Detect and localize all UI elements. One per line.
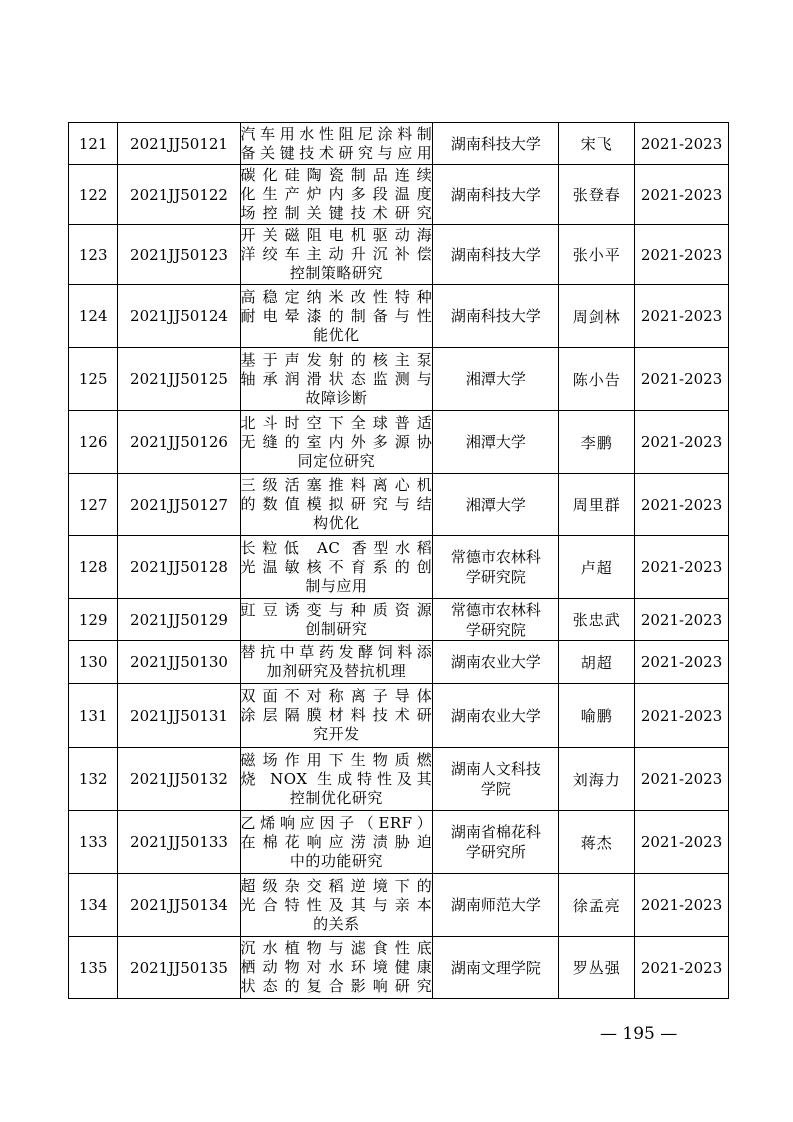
host-institution-line: 湖南科技大学: [450, 134, 541, 153]
project-code: 2021JJ50125: [118, 348, 240, 411]
project-title-line: 栖动物对水环境健康: [240, 958, 433, 976]
project-title-line: 场控制关键技术研究: [240, 204, 433, 222]
table-row: [69, 411, 729, 474]
principal-investigator: 胡超: [559, 641, 635, 684]
host-institution-line: 湖南文理学院: [450, 958, 541, 977]
project-period: 2021-2023: [635, 348, 729, 411]
principal-investigator: 周剑林: [559, 285, 635, 348]
project-title-line: 故障诊断: [305, 388, 368, 407]
project-title: [240, 165, 433, 225]
row-number: 121: [69, 123, 118, 165]
host-institution: [433, 474, 559, 536]
table-row: [69, 937, 729, 999]
principal-investigator: 宋飞: [559, 123, 635, 165]
principal-investigator: 陈小告: [559, 348, 635, 411]
principal-investigator: 徐孟亮: [559, 874, 635, 937]
project-title-line: 能优化: [313, 325, 360, 344]
project-code: 2021JJ50126: [118, 411, 240, 474]
host-institution-line: 湘潭大学: [465, 495, 526, 514]
project-period: 2021-2023: [635, 411, 729, 474]
host-institution-line: 湖南科技大学: [450, 307, 541, 325]
host-institution-line: 常德市农林科: [450, 600, 541, 619]
project-code: 2021JJ50133: [118, 811, 240, 874]
project-title: [240, 684, 433, 748]
row-number: 134: [69, 874, 118, 937]
host-institution-line: 湖南科技大学: [450, 245, 541, 264]
row-number: 135: [69, 937, 118, 999]
project-title-line: 光合特性及其与亲本: [240, 895, 433, 914]
project-title-line: 洋绞车主动升沉补偿: [240, 245, 433, 263]
table-row: [69, 874, 729, 937]
project-title-line: 究开发: [313, 725, 360, 743]
host-institution-line: 学研究所: [465, 843, 526, 861]
principal-investigator: 张登春: [559, 165, 635, 225]
table-row: [69, 285, 729, 348]
project-title-line: 替抗中草药发酵饲料添: [240, 643, 433, 661]
project-period: 2021-2023: [635, 874, 729, 937]
host-institution-line: 湖南农业大学: [450, 706, 541, 725]
table-row: [69, 165, 729, 225]
project-code: 2021JJ50132: [118, 748, 240, 811]
host-institution: [433, 599, 559, 641]
host-institution-line: 湘潭大学: [465, 433, 526, 451]
project-period: 2021-2023: [635, 165, 729, 225]
principal-investigator: 罗丛强: [559, 937, 635, 999]
project-title: [240, 811, 433, 874]
project-period: 2021-2023: [635, 599, 729, 641]
project-title-line: 的关系: [313, 914, 360, 933]
row-number: 123: [69, 225, 118, 285]
project-code: 2021JJ50123: [118, 225, 240, 285]
host-institution: [433, 165, 559, 225]
project-title: [240, 748, 433, 811]
project-title-line: 长粒低 AC 香型水稻: [240, 538, 433, 557]
row-number: 127: [69, 474, 118, 536]
host-institution-line: 学研究院: [465, 568, 526, 586]
host-institution-line: 湖南农业大学: [450, 653, 541, 671]
project-code: 2021JJ50131: [118, 684, 240, 748]
project-period: 2021-2023: [635, 748, 729, 811]
project-period: 2021-2023: [635, 684, 729, 748]
project-period: 2021-2023: [635, 285, 729, 348]
project-code: 2021JJ50124: [118, 285, 240, 348]
principal-investigator: 卢超: [559, 536, 635, 599]
project-title: [240, 536, 433, 599]
project-title-line: 乙烯响应因子（ERF）: [240, 813, 433, 832]
project-title-line: 沉水植物与滤食性底: [240, 939, 433, 957]
host-institution-line: 湖南人文科技: [450, 760, 541, 778]
project-title: [240, 285, 433, 348]
table-row: [69, 641, 729, 684]
host-institution-line: 湖南科技大学: [450, 185, 541, 204]
row-number: 131: [69, 684, 118, 748]
project-period: 2021-2023: [635, 811, 729, 874]
row-number: 122: [69, 165, 118, 225]
table-row: [69, 123, 729, 165]
project-title: [240, 874, 433, 937]
row-number: 128: [69, 536, 118, 599]
page-number: — 195 —: [600, 1024, 678, 1044]
project-title-line: 碳化硅陶瓷制品连续: [240, 166, 433, 184]
project-title: [240, 474, 433, 536]
host-institution-line: 学研究院: [465, 620, 526, 639]
host-institution-line: 湘潭大学: [465, 370, 526, 388]
project-title-line: 豇豆诱变与种质资源: [240, 600, 433, 619]
project-title-line: 涂层隔膜材料技术研: [240, 706, 433, 724]
project-period: 2021-2023: [635, 641, 729, 684]
project-title-line: 化生产炉内多段温度: [240, 185, 433, 203]
row-number: 125: [69, 348, 118, 411]
project-code: 2021JJ50135: [118, 937, 240, 999]
host-institution: [433, 684, 559, 748]
project-title-line: 汽车用水性阻尼涂料制: [240, 124, 433, 143]
project-title-line: 创制研究: [305, 619, 368, 638]
host-institution-line: 常德市农林科: [450, 548, 541, 566]
project-title: [240, 641, 433, 684]
project-code: 2021JJ50128: [118, 536, 240, 599]
project-title-line: 在棉花响应涝渍胁迫: [240, 832, 433, 851]
host-institution: [433, 123, 559, 165]
project-title-line: 中的功能研究: [289, 851, 383, 870]
table-row: [69, 474, 729, 536]
host-institution-line: 湖南省棉花科: [450, 823, 541, 841]
table-row: [69, 536, 729, 599]
host-institution-line: 学院: [480, 780, 511, 798]
project-title-line: 光温敏核不育系的创: [240, 557, 433, 576]
project-title-line: 三级活塞推料离心机: [240, 476, 433, 494]
project-title-line: 状态的复合影响研究: [240, 977, 433, 995]
row-number: 133: [69, 811, 118, 874]
row-number: 124: [69, 285, 118, 348]
project-period: 2021-2023: [635, 937, 729, 999]
host-institution: [433, 748, 559, 811]
principal-investigator: 张忠武: [559, 599, 635, 641]
project-title-line: 磁场作用下生物质燃: [240, 750, 433, 769]
host-institution: [433, 641, 559, 684]
project-period: 2021-2023: [635, 536, 729, 599]
project-code: 2021JJ50127: [118, 474, 240, 536]
project-title: [240, 123, 433, 165]
project-code: 2021JJ50122: [118, 165, 240, 225]
project-title-line: 制与应用: [305, 576, 368, 595]
project-title: [240, 599, 433, 641]
project-title-line: 轴承润滑状态监测与: [240, 369, 433, 388]
row-number: 126: [69, 411, 118, 474]
table-row: [69, 748, 729, 811]
project-period: 2021-2023: [635, 474, 729, 536]
project-title-line: 控制优化研究: [289, 788, 383, 807]
row-number: 130: [69, 641, 118, 684]
project-title-line: 无缝的室内外多源协: [240, 432, 433, 451]
table-row: [69, 811, 729, 874]
project-title-line: 的数值模拟研究与结: [240, 495, 433, 513]
project-period: 2021-2023: [635, 123, 729, 165]
row-number: 129: [69, 599, 118, 641]
project-code: 2021JJ50130: [118, 641, 240, 684]
project-title-line: 耐电晕漆的制备与性: [240, 306, 433, 325]
table-row: [69, 348, 729, 411]
host-institution: [433, 874, 559, 937]
principal-investigator: 喻鹏: [559, 684, 635, 748]
host-institution: [433, 937, 559, 999]
host-institution: [433, 536, 559, 599]
project-code: 2021JJ50121: [118, 123, 240, 165]
host-institution: [433, 348, 559, 411]
project-title: [240, 348, 433, 411]
principal-investigator: 张小平: [559, 225, 635, 285]
principal-investigator: 蒋杰: [559, 811, 635, 874]
table-row: [69, 225, 729, 285]
project-title-line: 备关键技术研究与应用: [240, 143, 433, 162]
project-title-line: 北斗时空下全球普适: [240, 413, 433, 432]
project-title: [240, 225, 433, 285]
host-institution-line: 湖南师范大学: [450, 896, 541, 914]
host-institution: [433, 811, 559, 874]
project-title-line: 构优化: [313, 514, 360, 532]
host-institution: [433, 411, 559, 474]
project-code: 2021JJ50129: [118, 599, 240, 641]
project-title-line: 高稳定纳米改性特种: [240, 287, 433, 306]
project-title-line: 超级杂交稻逆境下的: [240, 876, 433, 895]
principal-investigator: 周里群: [559, 474, 635, 536]
project-title-line: 加剂研究及替抗机理: [266, 662, 407, 680]
project-title-line: 烧 NOX 生成特性及其: [240, 769, 433, 788]
project-title-line: 基于声发射的核主泵: [240, 350, 433, 369]
project-title: [240, 411, 433, 474]
project-title: [240, 937, 433, 999]
project-table-body: [69, 123, 729, 999]
project-title-line: 双面不对称离子导体: [240, 687, 433, 705]
project-code: 2021JJ50134: [118, 874, 240, 937]
project-title-line: 开关磁阻电机驱动海: [240, 226, 433, 244]
project-table: [68, 122, 729, 999]
host-institution: [433, 225, 559, 285]
table-row: [69, 599, 729, 641]
project-title-line: 控制策略研究: [289, 264, 383, 282]
project-title-line: 同定位研究: [297, 451, 376, 470]
row-number: 132: [69, 748, 118, 811]
host-institution: [433, 285, 559, 348]
principal-investigator: 李鹏: [559, 411, 635, 474]
project-period: 2021-2023: [635, 225, 729, 285]
principal-investigator: 刘海力: [559, 748, 635, 811]
table-row: [69, 684, 729, 748]
